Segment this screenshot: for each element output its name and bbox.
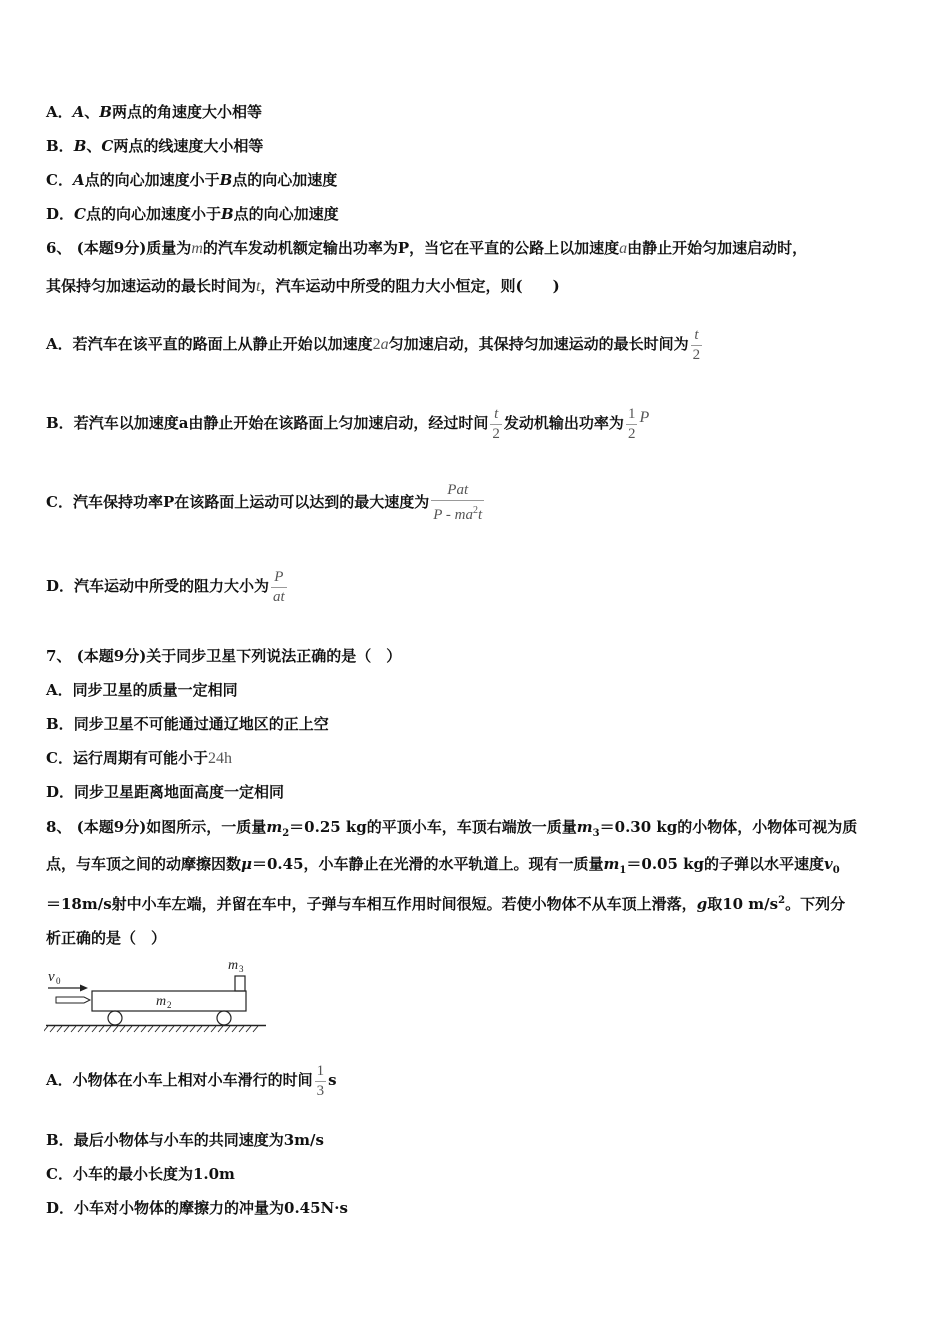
q7-stem	[46, 646, 401, 666]
fraction	[315, 1063, 327, 1100]
point-c: C	[101, 137, 114, 155]
q8-stem-line2	[46, 854, 840, 881]
option-text: 点的向心加速度小于	[85, 205, 221, 223]
stem-text: 其保持匀加速运动的最长时间为	[46, 277, 257, 295]
q6-stem-line1	[46, 238, 807, 259]
option-text: 匀加速启动，其保持匀加速运动的最长时间为	[388, 335, 689, 353]
svg-text:m: m	[228, 958, 239, 973]
var-p: P	[639, 409, 650, 426]
v0-label	[48, 969, 61, 986]
stem-text: 的汽车发动机额定输出功率为P，当它在平直的公路上以加速度	[202, 239, 620, 257]
question-number: 7、	[46, 647, 72, 665]
option-text: 汽车保持功率P在该路面上运动可以达到的最大速度为	[72, 493, 430, 511]
hatch-mark	[134, 1026, 139, 1032]
q8-stem-line4	[46, 928, 166, 948]
stem-text: ＝0.30 kg的小物体，小物体可视为质	[599, 818, 858, 836]
q5-option-c	[46, 170, 337, 190]
option-label: D．	[46, 1199, 75, 1217]
q8-stem-line3	[46, 891, 845, 914]
question-number: 8、	[46, 818, 72, 836]
option-text: 点的向心加速度	[232, 171, 338, 189]
wheel-right	[217, 1011, 231, 1025]
var-m: m	[576, 818, 593, 836]
option-text: 点的向心加速度小于	[84, 171, 220, 189]
small-block	[235, 976, 245, 991]
q6-option-a	[46, 322, 704, 367]
bullet	[56, 997, 90, 1003]
option-text: 小车的最小长度为1.0m	[72, 1165, 235, 1183]
period-value: 24h	[207, 750, 232, 767]
stem-text: ＝0.05 kg的子弹以水平速度	[626, 855, 825, 873]
var-v: v	[824, 855, 833, 873]
denominator: 2	[627, 425, 636, 442]
option-text: 小物体在小车上相对小车滑行的时间	[72, 1071, 313, 1089]
q6-option-c	[46, 480, 486, 524]
q7-option-c	[46, 748, 232, 769]
stem-text: ＝18m/s射中小车左端，并留在车中，子弹与车相互作用时间很短。若使小物体不从车顶上滑落，	[46, 895, 697, 913]
hatch-mark	[64, 1026, 69, 1032]
stem-text: 由静止开始匀加速启动时，	[627, 239, 808, 257]
denominator: 3	[316, 1082, 325, 1099]
hatch-mark	[50, 1026, 55, 1032]
var-g: g	[696, 895, 708, 913]
stem-text: 点，与车顶之间的动摩擦因数	[46, 855, 242, 873]
fraction	[271, 569, 287, 606]
q8-option-b	[46, 1130, 324, 1150]
option-label: D．	[46, 577, 75, 595]
hatch-mark	[218, 1026, 223, 1032]
hatch-mark	[211, 1026, 216, 1032]
option-text: 小车对小物体的摩擦力的冲量为0.45N·s	[74, 1199, 348, 1217]
option-label: A．	[46, 103, 73, 121]
point-c: C	[74, 205, 86, 223]
point-b: B	[99, 103, 112, 121]
point-b: B	[220, 205, 234, 223]
m3-label	[228, 958, 244, 974]
unit: s	[328, 1071, 337, 1089]
point-a: A	[72, 171, 85, 189]
point-b: B	[73, 137, 87, 155]
var-a: a	[380, 336, 389, 353]
stem-text: ，汽车运动中所受的阻力大小恒定，则( )	[260, 277, 560, 295]
q6-option-b	[46, 396, 649, 445]
var-mu: μ	[241, 855, 252, 873]
var-m: m	[266, 818, 283, 836]
option-text: 最后小物体与小车的共同速度为3m/s	[73, 1131, 324, 1149]
fraction	[691, 327, 703, 364]
subscript: 2	[282, 828, 290, 839]
numerator: P	[271, 569, 287, 588]
option-label: C．	[46, 749, 73, 767]
svg-text:m: m	[156, 994, 167, 1009]
numerator: 1	[315, 1063, 327, 1082]
option-label: B．	[46, 414, 74, 432]
svg-text:v: v	[48, 969, 55, 985]
denominator: 2	[492, 425, 500, 442]
stem-text: ＝0.25 kg的平顶小车，车顶右端放一质量	[289, 818, 577, 836]
hatch-mark	[162, 1026, 167, 1032]
hatch-mark	[85, 1026, 90, 1032]
option-text: 点的向心加速度	[233, 205, 339, 223]
q5-option-d	[46, 204, 339, 224]
hatch-mark	[204, 1026, 209, 1032]
hatch-mark	[78, 1026, 83, 1032]
hatch-mark	[183, 1026, 188, 1032]
hatch-mark	[246, 1026, 251, 1032]
option-label: C．	[46, 493, 73, 511]
q5-option-a	[46, 102, 262, 122]
option-label: C．	[46, 171, 73, 189]
den-part: P -	[433, 507, 451, 523]
question-number: 6、	[46, 239, 72, 257]
exponent: 2	[472, 505, 478, 516]
subscript: 3	[592, 828, 600, 839]
m2-label	[156, 994, 172, 1010]
var-m: m	[603, 855, 620, 873]
q5-option-b	[46, 136, 263, 156]
q8-option-a	[46, 1056, 337, 1104]
option-text: 若汽车以加速度a由静止开始在该路面上匀加速启动，经过时间	[73, 414, 489, 432]
option-label: B．	[46, 715, 74, 733]
option-label: B．	[46, 137, 74, 155]
ground-hatch	[44, 1026, 258, 1032]
hatch-mark	[225, 1026, 230, 1032]
hatch-mark	[239, 1026, 244, 1032]
cart-diagram	[44, 955, 274, 1040]
q8-stem-line1	[46, 817, 857, 844]
hatch-mark	[176, 1026, 181, 1032]
option-label: A．	[46, 335, 73, 353]
denominator	[431, 501, 484, 524]
var-t: t	[256, 278, 261, 295]
separator: 、	[86, 137, 102, 155]
hatch-mark	[148, 1026, 153, 1032]
hatch-mark	[197, 1026, 202, 1032]
coefficient: 2	[372, 336, 381, 353]
stem-text: 析正确的是（ ）	[46, 929, 167, 947]
stem-text: (本题9分)如图所示，一质量	[76, 818, 267, 836]
option-text: 两点的线速度大小相等	[113, 137, 264, 155]
q8-option-c	[46, 1164, 235, 1184]
stem-text: 取10 m/s	[707, 895, 779, 913]
denominator: 2	[692, 346, 701, 363]
numerator: Pat	[431, 482, 484, 501]
option-label: A．	[46, 1071, 73, 1089]
numerator: t	[490, 406, 502, 425]
stem-text: 。下列分	[785, 895, 846, 913]
hatch-mark	[44, 1026, 48, 1032]
option-text: 同步卫星距离地面高度一定相同	[74, 783, 285, 801]
fraction	[431, 482, 484, 524]
option-label: C．	[46, 1165, 73, 1183]
hatch-mark	[141, 1026, 146, 1032]
hatch-mark	[92, 1026, 97, 1032]
option-label: B．	[46, 1131, 74, 1149]
fraction	[490, 406, 502, 443]
hatch-mark	[232, 1026, 237, 1032]
stem-text: (本题9分)关于同步卫星下列说法正确的是（ ）	[76, 647, 402, 665]
q7-option-b	[46, 714, 329, 734]
hatch-mark	[127, 1026, 132, 1032]
hatch-mark	[120, 1026, 125, 1032]
hatch-mark	[113, 1026, 118, 1032]
option-text: 两点的角速度大小相等	[111, 103, 262, 121]
numerator: 1	[626, 406, 638, 425]
option-text: 运行周期有可能小于	[72, 749, 208, 767]
var-a: a	[619, 240, 628, 257]
hatch-mark	[190, 1026, 195, 1032]
q8-option-d	[46, 1198, 348, 1218]
svg-text:2: 2	[167, 1000, 172, 1010]
point-b: B	[219, 171, 233, 189]
hatch-mark	[169, 1026, 174, 1032]
exponent: 2	[778, 895, 786, 906]
q7-option-a	[46, 680, 238, 700]
q6-option-d	[46, 564, 289, 608]
point-a: A	[72, 103, 85, 121]
q6-stem-line2	[46, 276, 560, 297]
option-text: 发动机输出功率为	[503, 414, 624, 432]
option-label: D．	[46, 205, 75, 223]
stem-text: ＝0.45，小车静止在光滑的水平轨道上。现有一质量	[252, 855, 604, 873]
subscript: 1	[619, 865, 627, 876]
wheel-left	[108, 1011, 122, 1025]
hatch-mark	[253, 1026, 258, 1032]
hatch-mark	[71, 1026, 76, 1032]
svg-text:0: 0	[56, 976, 61, 986]
hatch-mark	[106, 1026, 111, 1032]
fraction	[626, 406, 638, 443]
hatch-mark	[57, 1026, 62, 1032]
separator: 、	[84, 103, 100, 121]
option-text: 同步卫星不可能通过通辽地区的正上空	[73, 715, 329, 733]
denominator: at	[273, 588, 285, 605]
svg-text:3: 3	[239, 964, 244, 974]
var-m: m	[191, 240, 203, 257]
hatch-mark	[155, 1026, 160, 1032]
option-text: 同步卫星的质量一定相同	[72, 681, 238, 699]
option-text: 若汽车在该平直的路面上从静止开始以加速度	[72, 335, 373, 353]
option-text: 汽车运动中所受的阻力大小为	[74, 577, 270, 595]
den-part: t	[477, 507, 483, 523]
hatch-mark	[99, 1026, 104, 1032]
option-label: D．	[46, 783, 75, 801]
den-part: ma	[454, 507, 473, 523]
numerator: t	[691, 327, 703, 346]
subscript: 0	[832, 865, 840, 876]
arrow-head-icon	[80, 985, 88, 992]
option-label: A．	[46, 681, 73, 699]
q7-option-d	[46, 782, 284, 802]
stem-text: (本题9分)质量为	[76, 239, 192, 257]
